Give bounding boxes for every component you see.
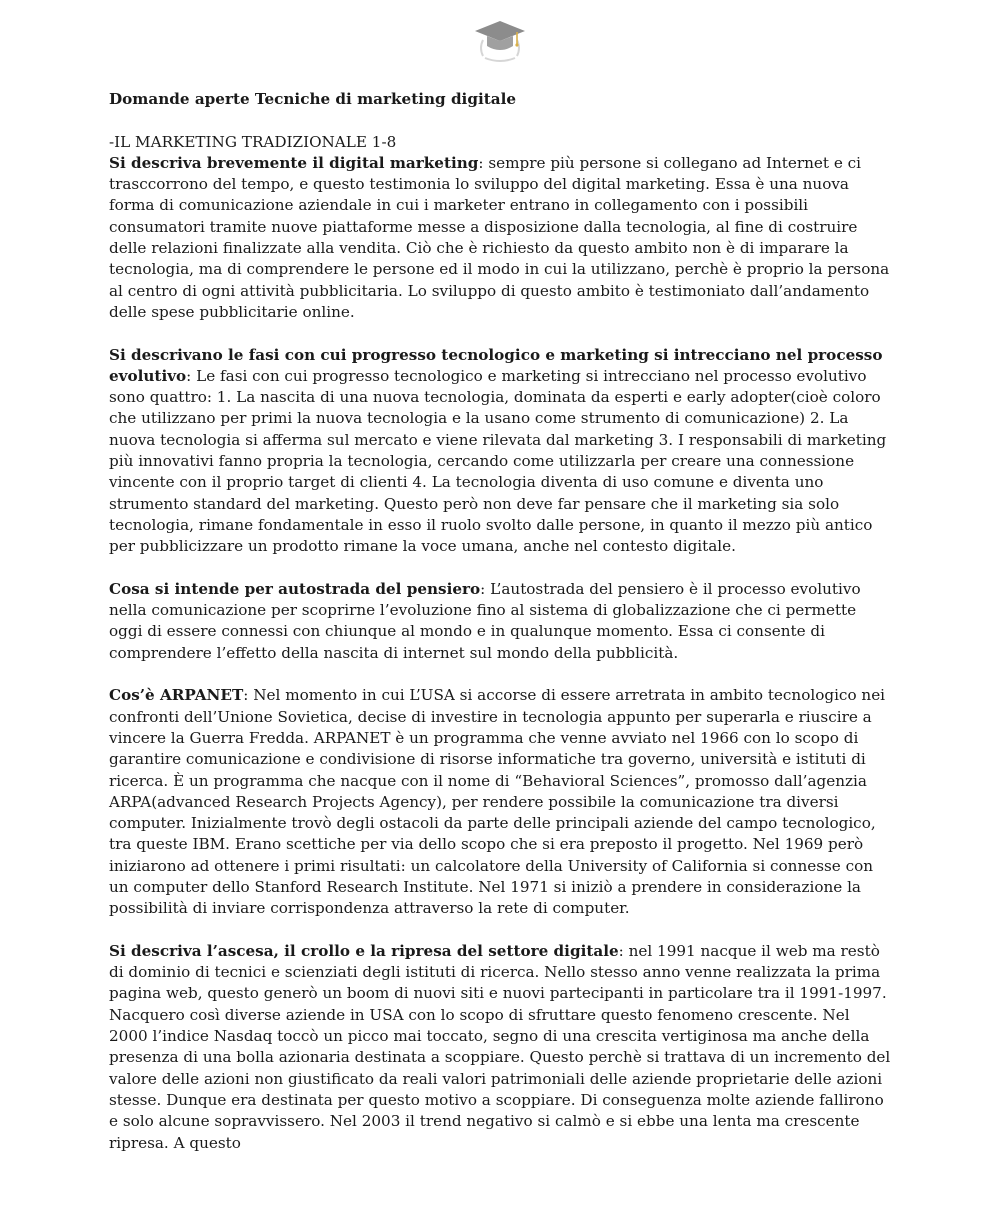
answer-text: : nel 1991 nacque il web ma restò di dominio di tecnici e scienziati degli istituti di ricerca. Nello stesso anno venne realizzata la prima pagina web, questo generò un boom di nuovi siti e nuovi partecipanti in particolare tra il 1991-1997. Nacquero così diverse aziende in USA con lo scopo di sfruttare questo fenomeno crescente. Nel 2000 l’indice Nasdaq toccò un picco mai toccato, segno di una crescita vertiginosa ma anche della presenza di una bolla azionaria destinata a scoppiare. Questo perchè si trattava di un incremento del valore delle azioni non giustificato da reali valori patrimoniali delle aziende proprietarie delle azioni stesse. Dunque era destinata per questo motivo a scoppiare. Di conseguenza molte aziende fallirono e solo alcune sopravvissero. Nel 2003 il trend negativo si calmò e si ebbe una lenta ma crescente ripresa. A questo xyxy=(109,941,891,1152)
answer-text: : Nel momento in cui L’USA si accorse di essere arretrata in ambito tecnologico nei confronti dell’Unione Sovietica, decise di investire in tecnologia appunto per superarla e riuscire a vincere la Guerra Fredda. ARPANET è un programma che venne avviato nel 1966 con lo scopo di garantire comunicazione e condivisione di risorse informatiche tra governo, università e istituti di ricerca. È un programma che nacque con il nome di “Behavioral Sciences”, promosso dall’agenzia ARPA(advanced Research Projects Agency), per rendere possibile la comunicazione tra diversi computer. Inizialmente trovò degli ostacoli da parte delle principali aziende del campo tecnologico, tra queste IBM. Erano scettiche per via dello scopo che si era preposto il progetto. Nel 1969 però iniziarono ad ottenere i primi risultati: un calcolatore della University of California si connesse con un computer dello Stanford Research Institute. Nel 1971 si iniziò a prendere in considerazione la possibilità di inviare corrispondenza attraverso la rete di computer. xyxy=(109,686,886,918)
document-title: Domande aperte Tecniche di marketing digitale xyxy=(109,90,517,108)
graduation-cap-icon xyxy=(473,18,527,64)
answer-text: : L’autostrada del pensiero è il processo evolutivo nella comunicazione per scoprirne l’evoluzione fino al sistema di globalizzazione che ci permette oggi di essere connessi con chiunque al mondo e in qualunque momento. Essa ci consente di comprendere l’effetto della nascita di internet sul mondo della pubblicità. xyxy=(109,579,861,662)
qa-paragraph xyxy=(109,153,893,323)
document-body xyxy=(109,89,893,1154)
question-text: Si descrivano le fasi con cui progresso tecnologico e marketing si intrecciano nel processo evolutivo xyxy=(109,345,883,385)
answer-text: : sempre più persone si collegano ad Internet e ci trasccorrono del tempo, e questo testimonia lo sviluppo del digital marketing. Essa è una nuova forma di comunicazione aziendale in cui i marketer entrano in collegamento con i possibili consumatori tramite nuove piattaforme messe a disposizione dalla tecnologia, al fine di costruire delle relazioni finalizzate alla vendita. Ciò che è richiesto da questo ambito non è di imparare la tecnologia, ma di comprendere le persone ed il modo in cui la utilizzano, perchè è proprio la persona al centro di ogni attività pubblicitaria. Lo sviluppo di questo ambito è testimoniato dall’andamento delle spese pubblicitarie online. xyxy=(109,153,890,321)
question-text: Si descriva brevemente il digital marketing xyxy=(109,153,479,172)
qa-paragraph xyxy=(109,941,893,1154)
qa-paragraph xyxy=(109,345,893,558)
question-text: Cosa si intende per autostrada del pensiero xyxy=(109,579,481,598)
question-text: Cos’è ARPANET xyxy=(109,686,244,705)
section-heading: -IL MARKETING TRADIZIONALE 1-8 xyxy=(109,132,397,151)
qa-paragraph xyxy=(109,685,893,919)
question-text: Si descriva l’ascesa, il crollo e la ripresa del settore digitale xyxy=(109,941,619,960)
answer-text: : Le fasi con cui progresso tecnologico e marketing si intrecciano nel processo evolutivo sono quattro: 1. La nascita di una nuova tecnologia, dominata da esperti e early adopter(cioè coloro che utilizzano per primi la nuova tecnologia e la usano come strumento di comunicazione) 2. La nuova tecnologia si afferma sul mercato e viene rilevata dal marketing 3. I responsabili di marketing più innovativi fanno propria la tecnologia, cercando come utilizzarla per creare una connessione vincente con il proprio target di clienti 4. La tecnologia diventa di uso comune e diventa uno strumento standard del marketing. Questo però non deve far pensare che il marketing sia solo tecnologia, rimane fondamentale in esso il ruolo svolto dalle persone, in quanto il mezzo più antico per pubblicizzare un prodotto rimane la voce umana, anche nel contesto digitale. xyxy=(109,366,887,556)
qa-paragraph xyxy=(109,579,893,664)
